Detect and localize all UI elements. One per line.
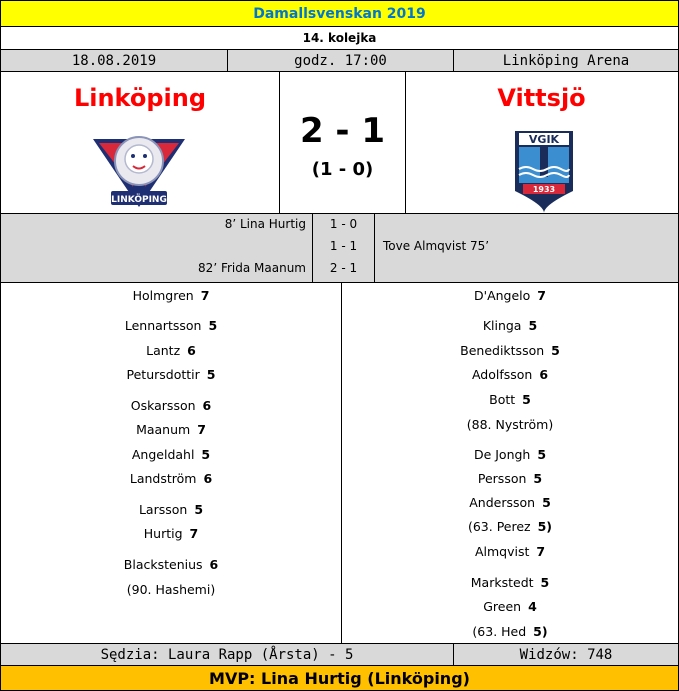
away-player: Klinga 5 — [482, 318, 538, 333]
mvp-text: MVP: Lina Hurtig (Linköping) — [209, 668, 470, 688]
match-time: godz. 17:00 — [294, 52, 387, 69]
home-player: Lennartsson 5 — [124, 318, 218, 333]
vittsjo-crest-icon — [509, 127, 579, 213]
home-player: Blackstenius 6 — [123, 557, 219, 572]
away-player: Markstedt 5 — [470, 575, 550, 590]
league-banner — [1, 1, 678, 27]
home-player: Angeldahl 5 — [131, 447, 211, 462]
home-player: Oskarsson 6 — [130, 398, 212, 413]
away-crest — [509, 127, 579, 213]
home-player: (90. Hashemi) — [126, 582, 216, 597]
home-team-header — [1, 81, 279, 115]
full-time-score: 2 - 1 — [299, 111, 386, 151]
away-player: Benediktsson 5 — [460, 343, 560, 358]
home-player: Holmgren 7 — [132, 288, 210, 303]
home-crest — [89, 127, 189, 213]
round-label: 14. kolejka — [302, 31, 377, 45]
mvp-banner — [1, 665, 678, 690]
time-cell — [228, 50, 454, 72]
away-player: Bott 5 — [489, 392, 531, 407]
venue-cell — [454, 50, 678, 72]
round-row — [1, 27, 678, 50]
goal-score: 1 - 0 — [329, 217, 358, 231]
referee-text: Sędzia: Laura Rapp (Årsta) - 5 — [100, 646, 354, 663]
away-player: Green 4 — [483, 599, 537, 614]
goal-home: 8’ Lina Hurtig — [224, 217, 306, 231]
match-date: 18.08.2019 — [71, 52, 157, 69]
half-time-score: (1 - 0) — [311, 158, 374, 180]
home-team-name: Linköping — [73, 84, 207, 112]
away-player: Andersson 5 — [469, 495, 551, 510]
home-player: Lantz 6 — [146, 343, 196, 358]
goal-home: 82’ Frida Maanum — [198, 261, 306, 275]
away-player: D'Angelo 7 — [474, 288, 546, 303]
league-title: Damallsvenskan 2019 — [253, 5, 426, 22]
match-venue: Linköping Arena — [502, 52, 630, 69]
referee-cell — [1, 643, 454, 665]
linkoping-crest-icon — [89, 127, 189, 213]
home-player: Landström 6 — [129, 471, 213, 486]
away-crest-year: 1933 — [532, 185, 556, 194]
away-team-header — [405, 81, 678, 115]
away-player: (63. Perez 5) — [467, 519, 553, 534]
attendance-text: Widzów: 748 — [519, 646, 613, 663]
divider — [374, 214, 375, 282]
home-crest-text: LINKÖPING — [111, 195, 167, 205]
goal-score: 1 - 1 — [329, 239, 358, 253]
away-player: (63. Hed 5) — [472, 624, 548, 639]
goal-away: Tove Almqvist 75’ — [383, 239, 490, 253]
attendance-cell — [454, 643, 678, 665]
away-player: Almqvist 7 — [474, 544, 546, 559]
home-player: Larsson 5 — [138, 502, 204, 517]
home-player: Hurtig 7 — [143, 526, 199, 541]
half-time-box — [280, 155, 405, 183]
away-player: Persson 5 — [477, 471, 543, 486]
score-box — [280, 109, 405, 153]
goals-section — [1, 213, 678, 283]
divider — [341, 283, 342, 643]
home-player: Petursdottir 5 — [126, 367, 216, 382]
home-player: Maanum 7 — [136, 422, 206, 437]
away-player: De Jongh 5 — [473, 447, 547, 462]
away-player: Adolfsson 6 — [471, 367, 549, 382]
away-crest-text: VGIK — [528, 133, 560, 146]
away-player: (88. Nyström) — [466, 417, 554, 432]
date-cell — [1, 50, 228, 72]
away-team-name: Vittsjö — [497, 84, 586, 112]
goal-score: 2 - 1 — [329, 261, 358, 275]
